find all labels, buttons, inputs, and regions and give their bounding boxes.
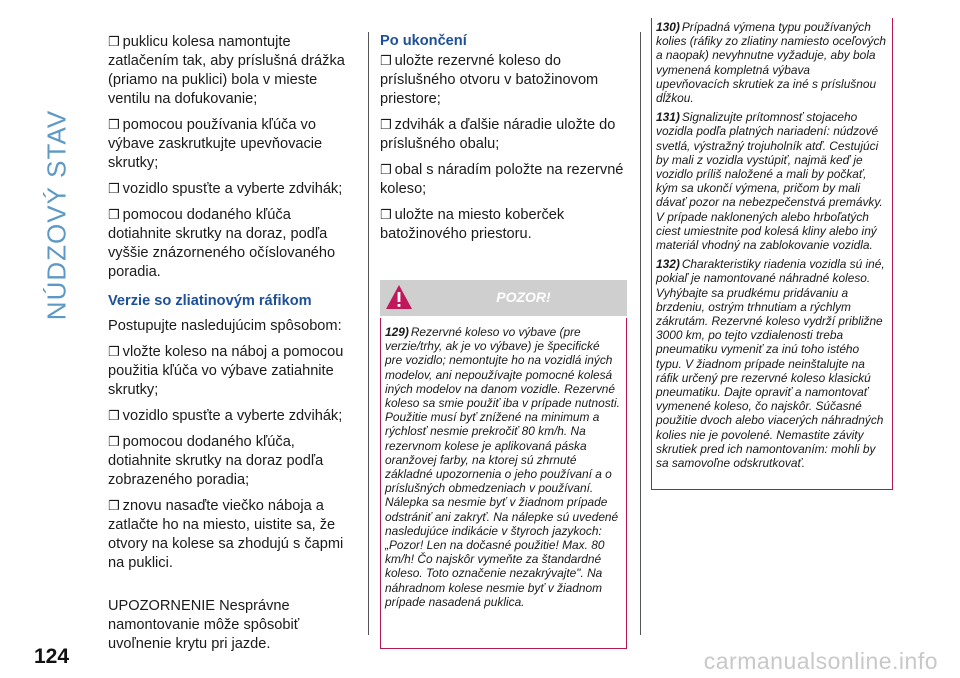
intro-text: Postupujte nasledujúcim spôsobom: [108, 318, 342, 334]
list-item: ❒ pomocou dodaného kľúča dotiahnite skrutky na doraz, podľa vyššie znázorneného očíslovaného poradia. [108, 207, 336, 280]
note-item: 131) Signalizujte prítomnosť stojaceho vozidla podľa platných nariadení: núdzové svetlá, výstražný trojuholník atď. Cestujúci by mali z vozidla vystúpiť, najmä keď je vozidlo príliš naložené a mali by počkať, kým sa ukončí výmena, pričom by mali dávať pozor na nebezpečenstvá premávky. V prípade naklonených alebo hrboľatých ciest umiestnite pod kolesá kliny alebo iný materiál vhodný na zablokovanie vozidla. [656, 110, 883, 253]
column-divider-1 [368, 32, 369, 635]
column-divider-2 [640, 32, 641, 635]
checkbox-icon: ❒ [108, 117, 120, 132]
checkbox-icon: ❒ [108, 408, 120, 423]
list-item: ❒ znovu nasaďte viečko náboja a zatlačte ho na miesto, uistite sa, že otvory na kolese sa zhodujú s čapmi na puklici. [108, 498, 344, 571]
warning-header [380, 280, 627, 316]
checkbox-icon: ❒ [108, 434, 120, 449]
note-item: 129) Rezervné koleso vo výbave (pre verzie/trhy, ak je vo výbave) je špecifické pre vozidlo; nemontujte ho na vozidlá iných modelov, ani nepoužívajte pomocné kolesá iných modelov na danom vozidle. Rezervné koleso sa smie použiť iba v prípade nutnosti. Použitie musí byť znížené na minimum a rýchlosť nesmie prekročiť 80 km/h. Na rezervnom kolese je aplikovaná páska oranžovej farby, na ktorej sú zhrnuté základné upozornenia o jeho používaní a o príslušných obmedzeniach v používaní. Nálepka sa nesmie byť v žiadnom prípade odstrániť ani zakryť. Na nálepke sú uvedené nasledujúce indikácie v štyroch jazykoch: „Pozor! Len na dočasné použitie! Max. 80 km/h! Čo najskôr vymeňte za štandardné koleso. Toto označenie nezakrývajte". Na náhradnom kolese nesmie byť v žiadnom prípade nasadená puklica. [385, 325, 620, 609]
section-heading: Po ukončení [380, 33, 467, 49]
list-item: ❒ obal s náradím položte na rezervné koleso; [380, 162, 624, 197]
list-item: ❒ uložte rezervné koleso do príslušného otvoru v batožinovom priestore; [380, 53, 599, 107]
list-item: ❒ pomocou dodaného kľúča, dotiahnite skrutky na doraz podľa zobrazeného poradia; [108, 434, 324, 488]
column-1 [108, 32, 356, 660]
list-item: ❒ vozidlo spusťte a vyberte zdvihák; [108, 408, 343, 424]
checkbox-icon: ❒ [380, 162, 392, 177]
section-title: NÚDZOVÝ STAV [41, 109, 72, 321]
column-3-notes [651, 18, 893, 490]
warning-title: POZOR! [496, 289, 551, 305]
checkbox-icon: ❒ [380, 117, 392, 132]
caution-text: UPOZORNENIE Nesprávne namontovanie môže spôsobiť uvoľnenie krytu pri jazde. [108, 598, 300, 652]
list-item: ❒ uložte na miesto koberček batožinového priestoru. [380, 207, 565, 242]
note-item: 132) Charakteristiky riadenia vozidla sú iné, pokiaľ je namontované náhradné koleso. Vyhýbajte sa prudkému pridávaniu a brzdeniu, ostrým trhnutiam a rýchlym zákrutám. Rezervné koleso vydrží približne 3000 km, po tejto vzdialenosti treba pneumatiku vymeniť za inú toho istého typu. V žiadnom prípade neinštalujte na ráfik určený pre rezervné koleso klasickú pneumatiku. Dajte opraviť a namontovať vymenené koleso, čo najskôr. Súčasné použitie dvoch alebo viacerých náhradných kolies nie je povolené. Nemastite závity skrutiek pred ich namontovaním: mohli by sa samovoľne odskrutkovať. [656, 257, 885, 471]
watermark: carmanualsonline.info [703, 648, 938, 674]
warning-box [380, 318, 627, 649]
section-heading: Verzie so zliatinovým ráfikom [108, 293, 312, 309]
column-2 [380, 32, 627, 649]
list-item: ❒ zdvihák a ďalšie náradie uložte do príslušného obalu; [380, 117, 616, 152]
checkbox-icon: ❒ [108, 181, 120, 196]
checkbox-icon: ❒ [380, 207, 392, 222]
spacer [108, 579, 356, 597]
page-number: 124 [34, 645, 70, 668]
checkbox-icon: ❒ [380, 53, 392, 68]
list-item: ❒ puklicu kolesa namontujte zatlačením tak, aby príslušná drážka (priamo na puklici) bola v mieste ventilu na dofukovanie; [108, 34, 345, 107]
checkbox-icon: ❒ [108, 498, 120, 513]
list-item: ❒ pomocou používania kľúča vo výbave zaskrutkujte upevňovacie skrutky; [108, 117, 323, 171]
list-item: ❒ vozidlo spusťte a vyberte zdvihák; [108, 181, 343, 197]
list-item: ❒ vložte koleso na náboj a pomocou použitia kľúča vo výbave zatiahnite skrutky; [108, 344, 344, 398]
checkbox-icon: ❒ [108, 344, 120, 359]
note-item: 130) Prípadná výmena typu používaných kolies (ráfiky zo zliatiny namiesto oceľových a naopak) nevyhnutne vyžaduje, aby bola vymenená kompletná výbava upevňovacích skrutiek za iné s príslušnou dĺžkou. [656, 20, 887, 106]
checkbox-icon: ❒ [108, 207, 120, 222]
checkbox-icon: ❒ [108, 34, 120, 49]
